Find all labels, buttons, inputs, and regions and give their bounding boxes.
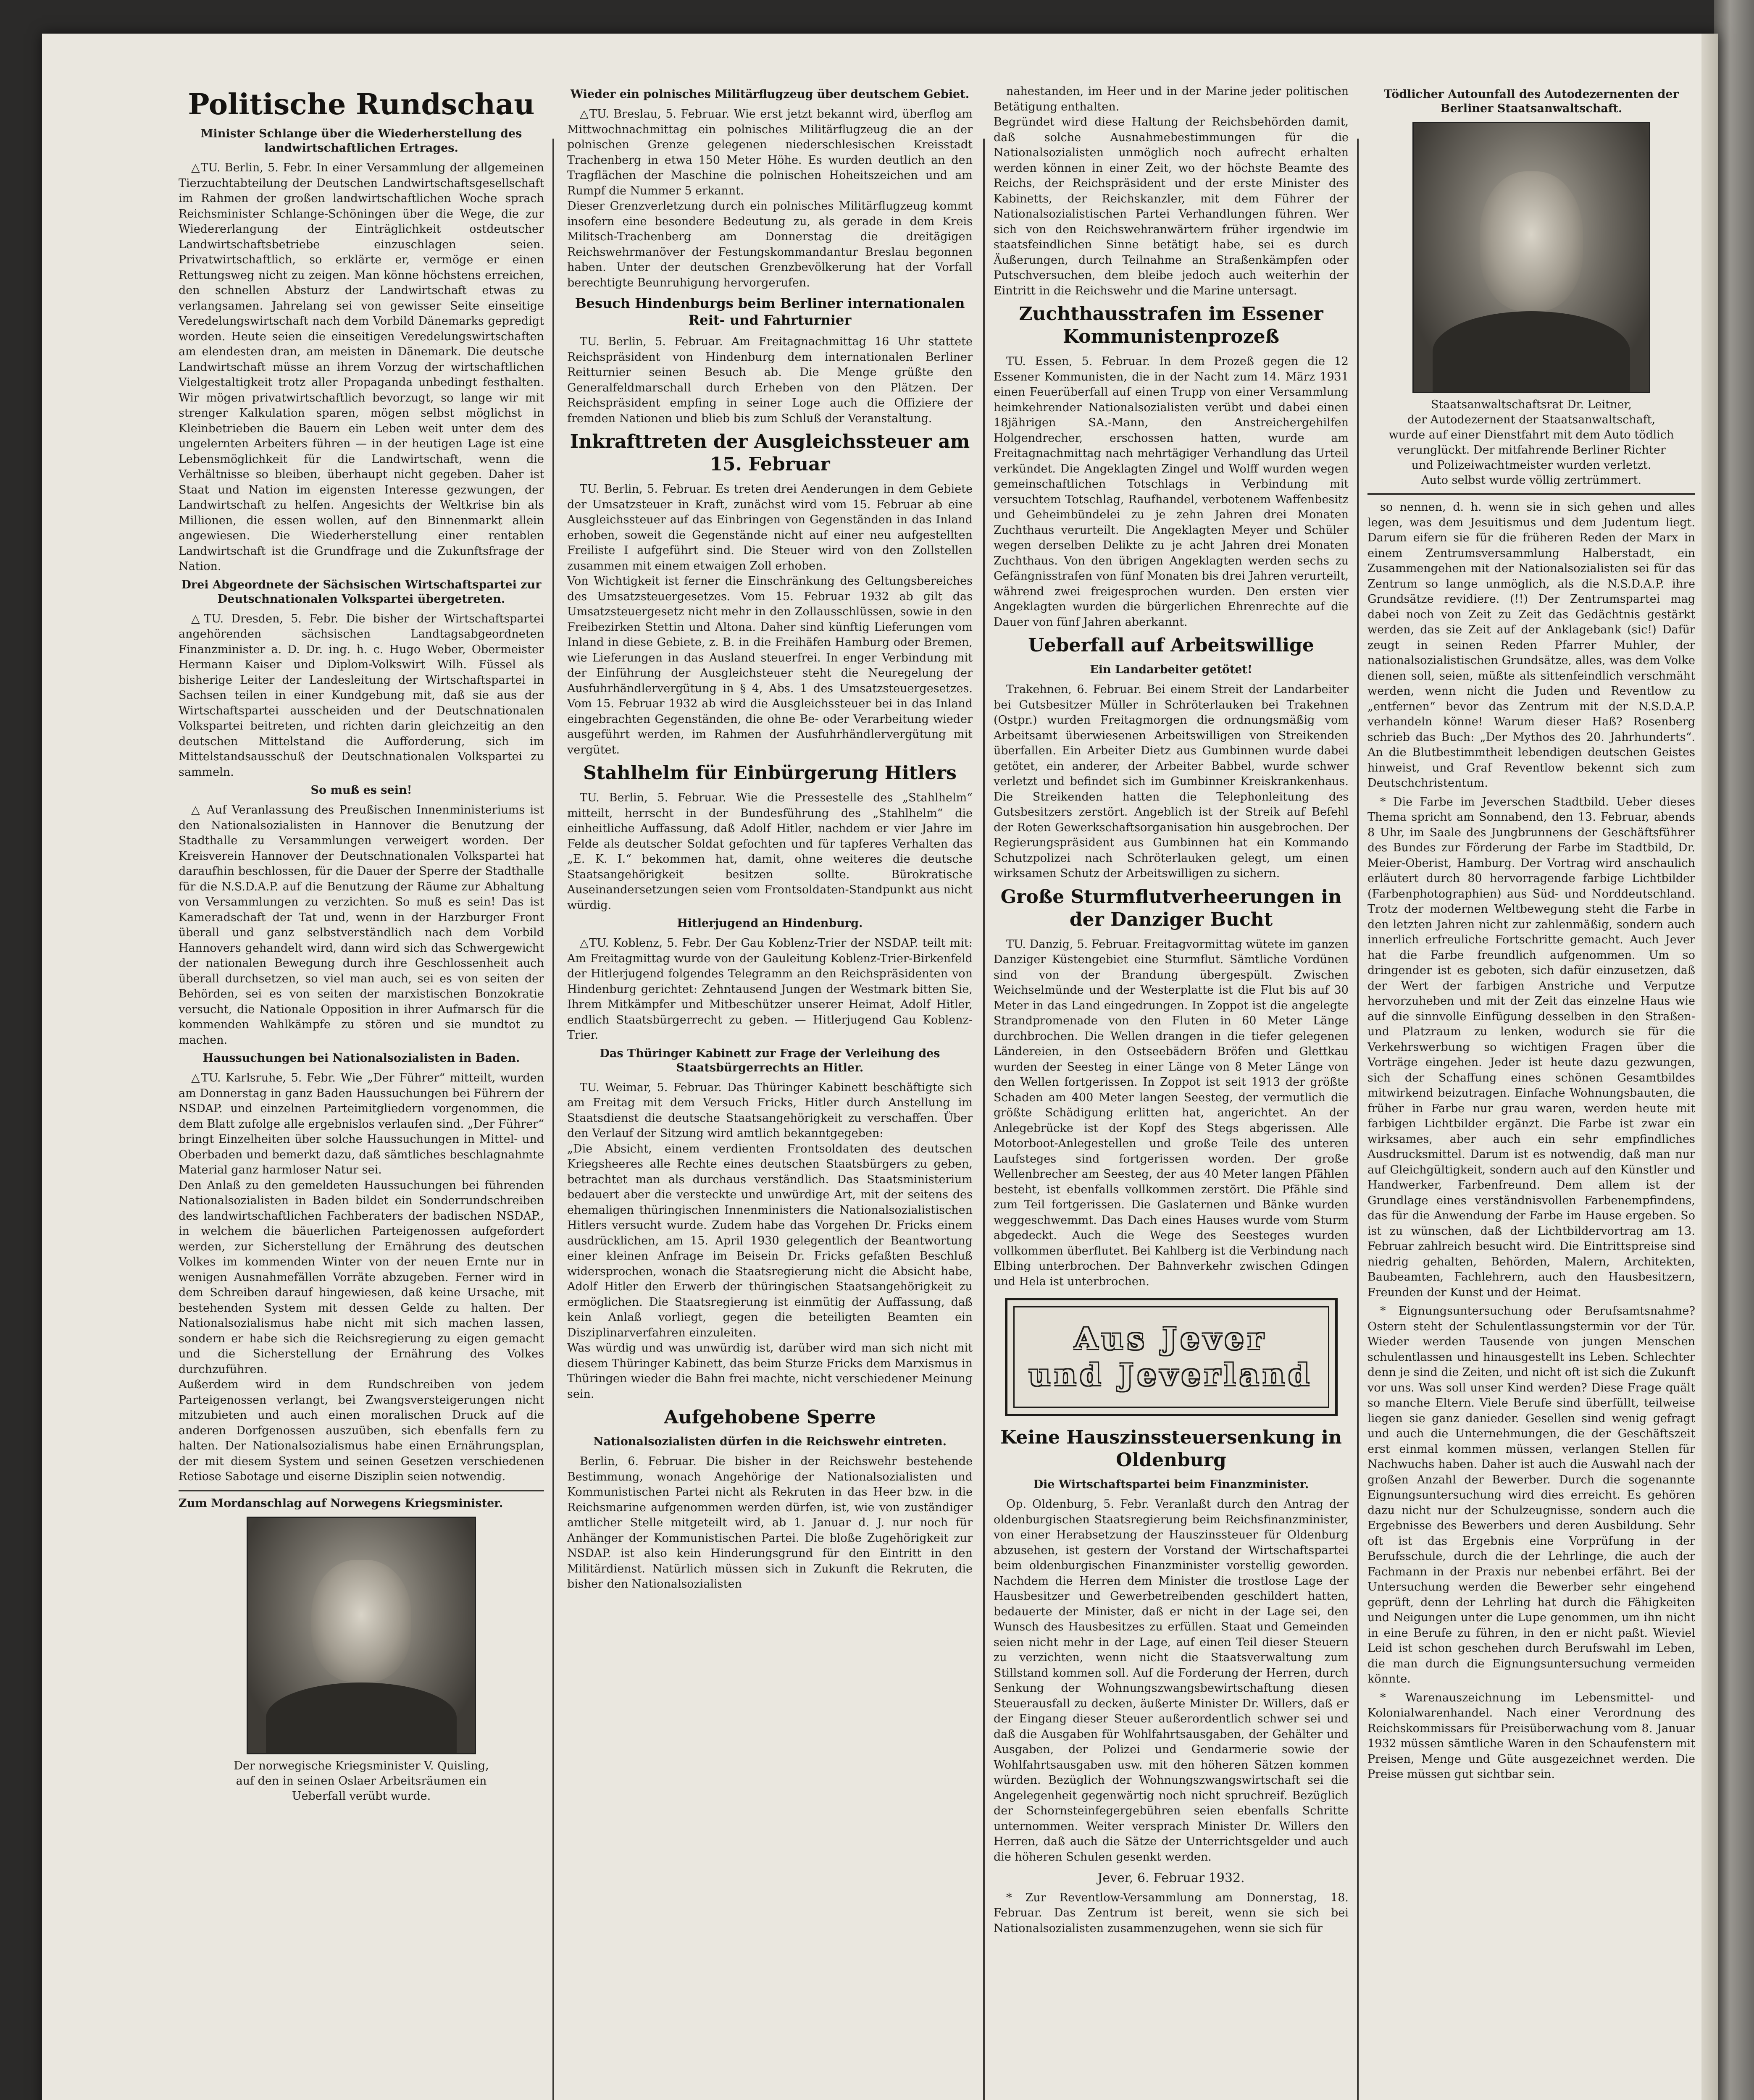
article-headline: Zum Mordanschlag auf Norwegens Kriegsminister. bbox=[179, 1496, 503, 1510]
column-3 bbox=[994, 84, 1349, 2100]
article-headline: Wieder ein polnisches Militärflugzeug über deutschem Gebiet. bbox=[570, 88, 970, 101]
photo-caption: Der norwegische Kriegsminister V. Quisling, auf den in seinen Oslaer Arbeitsräumen ein Ueberfall verübt wurde. bbox=[234, 1759, 489, 1803]
article-text: TU. Berlin, 5. Februar. Am Freitagnachmittag 16 Uhr stattete Reichspräsident von Hindenburg dem internationalen Berliner Reitturnier seinen Besuch ab. Die Menge grüßte den Generalfeldmarschall durch Erheben von den Plätzen. Der Reichspräsident empfing in seiner Loge auch die Offiziere der fremden Nationen und blieb bis zum Schluß der Veranstaltung. bbox=[567, 335, 973, 425]
article-text: nahestanden, im Heer und in der Marine jeder politischen Betätigung enthalten. Begründet wird diese Haltung der Reichsbehörden damit, daß solche Ausnahmebestimmungen für die Nationalsozialisten unmöglich noch aufrecht erhalten werden können in einer Zeit, wo der höchste Beamte des Reichs, der Reichspräsident und der erste Minister des Kabinetts, der Reichskanzler, mit dem Führer der Nationalsozialistischen Partei Verhandlungen führen. Wer sich von den Reichswehranwärtern früher irgendwie im staatsfeindlichen Sinne betätigt habe, sei es durch Äußerungen, durch Teilnahme an Straßenkämpfen oder Putschversuchen, dem bleibe jedoch auch weiterhin der Eintritt in die Reichswehr und die Marine untersagt. bbox=[994, 85, 1349, 297]
column-rule bbox=[1357, 139, 1359, 2100]
article-text: TU. Weimar, 5. Februar. Das Thüringer Kabinett beschäftigte sich am Freitag mit dem Versuch Fricks, Hitler durch Anstellung im Staatsdienst die deutsche Staatsangehörigkeit zu verschaffen. Über den Verlauf der Sitzung wird amtlich bekanntgegeben: „Die Absicht, einem verdienten Frontsoldaten des deutschen Kriegsheeres alle Rechte eines deutschen Staatsbürgers zu geben, betrachtet man als durchaus verständlich. Das Staatsministerium bedauert aber die versteckte und unwürdige Art, mit der seitens des ehemaligen thüringischen Innenministers die Nationalsozialistischen Hitlers versucht wurde. Zudem habe das Vorgehen Dr. Fricks einem ausdrücklichen, am 15. April 1930 gelegentlich der Beantwortung einer kleinen Anfrage im Beisein Dr. Fricks gefaßten Beschluß widersprochen, wonach die Staatsregierung nicht die Absicht habe, Adolf Hitler den Erwerb der thüringischen Staatsangehörigkeit zu ermöglichen. Die Staatsregierung ist einmütig der Auffassung, daß kein Anlaß vorliegt, gegen die beteiligten Beamten ein Disziplinarverfahren einzuleiten. Was würdig und was unwürdig ist, darüber wird man sich nicht mit diesem Thüringer Kabinett, das beim Sturze Fricks dem Marxismus in Thüringen wieder die Bahn frei machte, nicht verschiedener Meinung sein. bbox=[567, 1081, 973, 1401]
divider bbox=[179, 1490, 544, 1491]
article-text: △TU. Breslau, 5. Februar. Wie erst jetzt bekannt wird, überflog am Mittwochnachmittag ein polnisches Militärflugzeug die an der polnischen Grenze gelegenen niederschlesischen Kreisstadt Trachenberg in etwa 150 Meter Höhe. Es wurden deutlich an den Tragflächen der Maschine die polnischen Hoheitszeichen und am Rumpf die Nummer 5 erkannt. Dieser Grenzverletzung durch ein polnisches Militärflugzeug kommt insofern eine besondere Bedeutung zu, als gerade in dem Kreis Militsch-Trachenberg am Donnerstag die dreitägigen Reichswehrmanöver der Festungskommandantur Breslau begonnen haben. Unter der deutschen Grenzbevölkerung hat der Vorfall berechtigte Beunruhigung hervorgerufen. bbox=[567, 108, 973, 289]
article-text: △TU. Koblenz, 5. Febr. Der Gau Koblenz-Trier der NSDAP. teilt mit: Am Freitagmittag wurde von der Gauleitung Koblenz-Trier-Birkenfeld der Hitlerjugend folgendes Telegramm an den Reichspräsidenten von Hindenburg gerichtet: Zehntausend Jungen der Westmark bitten Sie, Ihrem Mitkämpfer und Mitbeschützer unserer Heimat, Adolf Hitler, endlich Staatsbürgerrecht zu geben. — Hitlerjugend Gau Koblenz-Trier. bbox=[567, 937, 973, 1042]
article-headline: Drei Abgeordnete der Sächsischen Wirtschaftspartei zur Deutschnationalen Volkspartei übergetreten. bbox=[181, 578, 542, 606]
face-shape bbox=[311, 1560, 411, 1682]
article-headline: Die Wirtschaftspartei beim Finanzminister. bbox=[1033, 1478, 1309, 1491]
article-text: * Zur Reventlow-Versammlung am Donnerstag, 18. Februar. Das Zentrum ist bereit, wenn sie sich bei Nationalsozialisten zusammenzugehen, wenn sie sich für bbox=[994, 1891, 1349, 1935]
column-4 bbox=[1367, 84, 1695, 2100]
column-2 bbox=[567, 84, 973, 2100]
book-spine bbox=[1714, 0, 1754, 2100]
article-text: △TU. Dresden, 5. Febr. Die bisher der Wirtschaftspartei angehörenden sächsischen Landtagsabgeordneten Finanzminister a. D. Dr. ing. h. c. Hugo Weber, Obermeister Hermann Kaiser und Diplom-Volkswirt Wilh. Füssel als bisherige Leiter der Landesleitung der Wirtschaftspartei in Sachsen teilen in einer Kundgebung mit, daß sie aus der Wirtschaftspartei ausscheiden und der Deutschnationalen Volkspartei beitreten, und richten darin gleichzeitig an den deutschen Mittelstand die Aufforderung, sich im Mittelstandsausschuß der Deutschnationalen Volkspartei zu sammeln. bbox=[179, 612, 544, 779]
newspaper-page bbox=[42, 34, 1718, 2100]
article-text: TU. Berlin, 5. Februar. Es treten drei Aenderungen in dem Gebiete der Umsatzsteuer in Kraft, zunächst wird vom 15. Februar ab eine Ausgleichssteuer auf das Einbringen von Gegenständen in das Inland erhoben, soweit die Gegenstände nicht auf einer neu aufgestellten Freiliste I aufgeführt sind. Die Steuer wird von den Zollstellen zusammen mit einem etwaigen Zoll erhoben. Von Wichtigkeit ist ferner die Einschränkung des Geltungsbereiches des Umsatzsteuergesetzes. Vom 15. Februar 1932 ab gilt das Umsatzsteuergesetz nicht mehr in den Zollausschlüssen, sowie in den Freibezirken Stettin und Altona. Daher sind künftig Lieferungen vom Inland in diese Gebiete, z. B. in die Freihäfen Hamburg oder Bremen, wie Lieferungen in das Ausland steuerfrei. In enger Verbindung mit der Einführung der Ausgleichsteuer steht die Neuregelung der Ausfuhrhändlervergütung in § 4, Abs. 1 des Umsatzsteuergesetzes. Vom 15. Februar 1932 ab wird die Ausgleichssteuer bei in das Inland eingebrachten Gegenständen, die ohne Be- oder Verarbeitung wieder ausgeführt werden, im Rahmen der Ausfuhrhändlervergütung mit vergütet. bbox=[567, 483, 973, 756]
column-rule bbox=[983, 139, 985, 2100]
section-title: Politische Rundschau bbox=[188, 88, 535, 121]
divider bbox=[1367, 493, 1695, 495]
article-text: so nennen, d. h. wenn sie in sich gehen und alles legen, was dem Jesuitismus und dem Judentum liegt. Darum eifern sie für die früheren Reden der Marx in einem Zentrumsversammlung Halberstadt, ein Zusammengehen mit der Nationalsozialisten sei für das Zentrum so lange unmöglich, als die N.S.D.A.P. ihre Grundsätze revidiere. (!!) Der Zentrumspartei mag dabei noch von Zeit zu Zeit das Gedächtnis gestärkt werden, das sie Zeit auf der Anklagebank (sic!) Dafür zeugt in seinen Reden Pfarrer Muhler, der nationalsozialistischen Grundsätze, alles, was dem Volke dienen soll, seien, müßte als sittenfeindlich verschmäht werden, wenn nicht die Juden und Reventlow zu „entfernen“ bevor das Zentrum mit der N.S.D.A.P. verhandeln könne! Warum dieser Haß? Rosenberg schrieb das Buch: „Der Mythos des 20. Jahrhunderts“. An die Blutbestimmtheit lebendigen deutschen Geistes hinweist, und Graf Reventlow bekennt sich zum Deutschchristentum. bbox=[1367, 501, 1695, 790]
column-1 bbox=[179, 84, 544, 2100]
article-text: △TU. Berlin, 5. Febr. In einer Versammlung der allgemeinen Tierzuchtabteilung der Deutschen Landwirtschaftsgesellschaft im Rahmen der großen landwirtschaftlichen Woche sprach Reichsminister Schlange-Schöningen über die Wege, die zur Wiedererlangung der Einträglichkeit ostdeutscher Landwirtschaftsbetriebe einzuschlagen seien. Privatwirtschaftlich, so erklärte er, vermöge er einen Rettungsweg nicht zu zeigen. Man könne höchstens erreichen, den schnellen Absturz der Landwirtschaft etwas zu verlangsamen. Jahrelang sei von gewisser Seite einseitige Veredelungswirtschaft nach dem Vorbild Dänemarks gepredigt worden. Heute seien die einseitigen Veredelungswirtschaften am elendesten dran, am meisten in Dänemark. Die deutsche Landwirtschaft müsse an ihrem Vorzug der wirtschaftlichen Vielgestaltigkeit trotz aller Propaganda unbedingt festhalten. Wir mögen privatwirtschaftlich bevorzugt, so lange wir mit strenger Kalkulation sparen, mögen selbst möglichst in Kleinbetrieben die Bauern ein Leben weit unter dem des ungelernten Arbeiters führen — in der heutigen Lage ist eine Lebensmöglichkeit für die Landwirtschaft, wenn die Verhältnisse so bleiben, überhaupt nicht gegeben. Daher ist Staat und Nation im eigensten Interesse gezwungen, der Landwirtschaft zu helfen. Angesichts der Weltkrise bin als Millionen, die essen wollen, auf den Binnenmarkt allein angewiesen. Die Wiederherstellung einer rentablen Landwirtschaft ist die Grundfrage und die Zukunftsfrage der Nation. bbox=[179, 161, 544, 573]
article-title: Inkrafttreten der Ausgleichssteuer am 15. Februar bbox=[570, 431, 970, 475]
article-text: TU. Berlin, 5. Februar. Wie die Pressestelle des „Stahlhelm“ mitteilt, herrscht in der Bundesführung des „Stahlhelm“ die einheitliche Auffassung, daß Adolf Hitler, nachdem er vier Jahre im Felde als deutscher Soldat gefochten und für tapferes Verhalten das „E. K. I.“ bekommen hat, damit, ohne weiteres die deutsche Staatsangehörigkeit besitzen sollte. Bürokratische Auseinandersetzungen seien vom Frontsoldaten-Standpunkt aus nicht würdig. bbox=[567, 791, 973, 912]
article-headline: Hitlerjugend an Hindenburg. bbox=[677, 917, 863, 930]
article-title: Ueberfall auf Arbeitswillige bbox=[1028, 635, 1314, 656]
portrait-photo bbox=[247, 1517, 476, 1754]
column-rule bbox=[552, 139, 554, 2100]
article-text: Op. Oldenburg, 5. Febr. Veranlaßt durch den Antrag der oldenburgischen Staatsregierung beim Reichsfinanzminister, von einer Herabsetzung der Hauszinssteuer für Oldenburg abzusehen, ist gestern der Vorstand der Wirtschaftspartei beim oldenburgischen Finanzminister vorstellig geworden. Nachdem die Herren dem Minister die trostlose Lage der Hausbesitzer und Gewerbetreibenden geschildert hatten, bedauerte der Minister, daß er nicht in der Lage sei, den Wunsch des Hausbesitzes zu erfüllen. Staat und Gemeinden seien nicht mehr in der Lage, auf einen Teil dieser Steuern zu verzichten, wenn nicht die Staatsverwaltung zum Stillstand kommen soll. Auf die Forderung der Herren, durch Senkung der Wohnungszwangsbewirtschaftung diesen Steuerausfall zu decken, äußerte Minister Dr. Willers, daß er der Eingang dieser Steuer außerordentlich schwer sei und daß die Ausgaben für Wohlfahrtsausgaben, der Gehälter und Ausgaben, der Polizei und Gendarmerie sowie der Wohlfahrtsausgaben usw. mit den höheren Sätzen kommen würden. Bezüglich der Wohnungszwangswirtschaft sei die Angelegenheit gegenwärtig noch nicht spruchreif. Bezüglich der Schornsteinfegergebühren seien ebenfalls Schritte unternommen. Weiter versprach Minister Dr. Willers den Herren, daß auch die Sätze der Unterrichtsgelder und auch die höheren Schulen gesenkt werden. bbox=[994, 1498, 1349, 1864]
banner-frame bbox=[1013, 1306, 1329, 1408]
article-text: TU. Essen, 5. Februar. In dem Prozeß gegen die 12 Essener Kommunisten, die in der Nacht zum 14. März 1931 einen Feuerüberfall auf einen Trupp von einer Versammlung heimkehrender Nationalsozialisten verübt und dabei einen 18jährigen SA.-Mann, den Anstreichergehilfen Holgendrecher, erschossen hatten, wurde am Freitagnachmittag nach mehrtägiger Verhandlung das Urteil verkündet. Die Angeklagten Zingel und Wolff wurden wegen gemeinschaftlichen Totschlags in Verbindung mit versuchtem Totschlag, Raufhandel, verbotenem Waffenbesitz und Geheimbündelei zu je zehn Jahren drei Monaten Zuchthaus verurteilt. Die Angeklagten Meyer und Schüler wegen derselben Delikte zu je acht Jahren drei Monaten Zuchthaus. Von den übrigen Angeklagten werden sechs zu Gefängnisstrafen von fünf Monaten bis drei Jahren verurteilt, während zwei freigesprochen wurden. Den ersten vier Angeklagten wurden die bürgerlichen Ehrenrechte auf die Dauer von fünf Jahren aberkannt. bbox=[994, 355, 1349, 629]
page-edge bbox=[1701, 34, 1718, 2100]
dateline: Jever, 6. Februar 1932. bbox=[1097, 1871, 1245, 1885]
article-headline: Ein Landarbeiter getötet! bbox=[1090, 663, 1252, 676]
article-text: TU. Danzig, 5. Februar. Freitagvormittag wütete im ganzen Danziger Küstengebiet eine Sturmflut. Sämtliche Vordünen sind von der Brandung übergespült. Zwischen Weichselmünde und der Westerplatte ist die Flut bis auf 30 Meter in das Land eingedrungen. In Zoppot ist die angelegte Strandpromenade von den Fluten in 60 Meter Länge durchbrochen. Die Wellen drangen in die tiefer gelegenen Ländereien, in den Ostseebädern Bröfen und Glettkau wurden der Seesteg in einer Länge von 8 Meter Länge von den Wellen fortgerissen. In Zoppot ist seit 1913 der größte Schaden am 400 Meter langen Seesteg, der vermutlich die größte Schädigung erlitten hat, angerichtet. An der Anlegebrücke ist der Kopf des Stegs abgerissen. Alle Motorboot-Anlegestellen und große Teile des unteren Laufsteges sind fortgerissen worden. Der große Wellenbrecher am Seesteg, der aus 40 Meter langen Pfählen besteht, ist ebenfalls vollkommen zerstört. Die Pfähle sind zum Teil fortgerissen. Die Gaslaternen und Bänke wurden weggeschwemmt. Das Dach eines Hauses wurde vom Sturm abgedeckt. Auch die Wege des Seesteges wurden vollkommen überflutet. Bei Kahlberg ist die Verbindung nach Elbing unterbrochen. Der Bahnverkehr zwischen Gdingen und Hela ist unterbrochen. bbox=[994, 937, 1349, 1288]
article-text: * Die Farbe im Jeverschen Stadtbild. Ueber dieses Thema spricht am Sonnabend, den 13. Februar, abends 8 Uhr, im Saale des Jungbrunnens der Geschäftsführer des Bundes zur Förderung der Farbe im Stadtbild, Dr. Meier-Oberist, Hamburg. Der Vortrag wird anschaulich erläutert durch 80 hervorragende farbige Lichtbilder (Farbenphotographien) aus Süd- und Norddeutschland. Trotz der modernen Weltbewegung steht die Farbe in den letzten Jahren nicht zur zahlenmäßig, sondern auch innerlich erfreuliche Fortschritte gemacht. Auch Jever hat die Farbe freundlich aufgenommen. Um so dringender ist es geboten, sich dafür einzusetzen, daß der Wert der farbigen Anstriche und Verputze hervorzuheben und mit der Zeit das einzelne Haus wie auf die sinnvolle Einfügung desselben in den Straßen- und Platzraum zu lenken, wodurch sie für die Verkehrswerbung so wichtigen Fragen über die Vorträge eingehen. Jeder ist heute dazu gezwungen, sich der Schaffung eines schönen Gesamtbildes mitwirkend beizutragen. Einfache Wohnungsbauten, die früher in Farbe nur grau waren, werden heute mit farbigen Lichtbilder ergänzt. Die Farbe ist zwar ein wirksames, aber auch ein sehr empfindliches Ausdrucksmittel. Darum ist es notwendig, daß man nur auf Gleichgültigkeit, sondern auch auf den Künstler und Handwerker, Farbenfreund. Dem allem ist der Grundlage eines verständnisvollen Farbenempfindens, das für die Anwendung der Farbe im Hause ergeben. So ist zu wünschen, daß der Lichtbildervortrag am 13. Februar zahlreich besucht wird. Die Eintrittspreise sind niedrig gehalten, Behörden, Malern, Architekten, Baubeamten, Fachlehrern, auch den Hausbesitzern, Freunden der Kunst und der Heimat. bbox=[1367, 795, 1695, 1299]
article-title: Große Sturmflutverheerungen in der Danziger Bucht bbox=[1000, 886, 1342, 930]
article-title: Aufgehobene Sperre bbox=[664, 1407, 876, 1428]
article-text: △TU. Karlsruhe, 5. Febr. Wie „Der Führer“ mitteilt, wurden am Donnerstag in ganz Baden Haussuchungen bei Führern der NSDAP. und einzelnen Parteimitgliedern vorgenommen, die dem Blatt zufolge alle ergebnislos verlaufen sind. „Der Führer“ bringt Einzelheiten über solche Haussuchungen in Mittel- und Oberbaden und bemerkt dazu, daß sämtliches beschlagnahmte Material ganz harmloser Natur sei. Den Anlaß zu den gemeldeten Haussuchungen bei führenden Nationalsozialisten in Baden bildet ein Sonderrundschreiben des landwirtschaftlichen Fachberaters der badischen NSDAP., in welchem die bäuerlichen Parteigenossen aufgefordert werden, zur Sicherstellung der Ernährung des deutschen Volkes im kommenden Winter von der neuen Ernte nur in wenigen Ausnahmefällen Vorräte abzugeben. Ferner wird in dem Schreiben darauf hingewiesen, daß keine Ursache, mit bestehenden System mit dessen Gelde zu halten. Der Nationalsozialismus habe nicht mit sich machen lassen, sondern er habe sich die Reichsregierung zu eigen gemacht und die Sicherstellung der Ernährung des Volkes durchzuführen. Außerdem wird in dem Rundschreiben von jedem Parteigenossen verlangt, bei Zwangsversteigerungen nicht mitzubieten und auch einen moralischen Druck auf die anderen Dorfgenossen auszuüben, sich ebenfalls fern zu halten. Der Nationalsozialismus habe einen Ernährungsplan, der mit diesem System und seinen Gesetzen verschiedenen Retiose Sabotage und eiserne Disziplin seien notwendig. bbox=[179, 1071, 544, 1483]
photo-caption: Staatsanwaltschaftsrat Dr. Leitner, der Autodezernent der Staatsanwaltschaft, wurde auf einer Dienstfahrt mit dem Auto tödlich verunglückt. Der mitfahrende Berliner Richter und Polizeiwachtmeister wurden verletzt. Auto selbst wurde völlig zertrümmert. bbox=[1388, 398, 1674, 487]
article-title: Keine Hauszinssteuersenkung in Oldenburg bbox=[1000, 1427, 1342, 1471]
face-shape bbox=[1480, 171, 1583, 311]
article-headline: Haussuchungen bei Nationalsozialisten in Baden. bbox=[202, 1052, 520, 1065]
article-headline: So muß es sein! bbox=[310, 784, 412, 797]
portrait-photo bbox=[1412, 122, 1650, 393]
article-text: * Eignungsuntersuchung oder Berufsamtsnahme? Ostern steht der Schulentlassungstermin vor der Tür. Wieder werden Tausende von jungen Menschen schulentlassen und hinausgestellt ins Leben. Schlechter denn je sind die Zeiten, und nicht oft ist sich die Zukunft vor uns. Was soll unser Kind werden? Diese Frage quält so manche Eltern. Viele Berufe sind überfüllt, teilweise liegen sie ganz danieder. Gesellen sind wenig gefragt und auch die Unternehmungen, die der Geschäftszeit erst einmal kommen müssen, verlangen Stellen für Nachwuchs haben. Daher ist auch die Auswahl nach der großen Anzahl der Bewerber. Durch die sogenannte Eignungsuntersuchung wird dies erreicht. Es gehören dazu nicht nur der Schulzeugnisse, sondern auch die Ergebnisse des Bewerbers und deren Ausbildung. Sehr oft ist das Ergebnis eine Vorprüfung in der Berufsschule, durch die der Lehrlinge, die auch der Fachmann in der Praxis nur nebenbei erfährt. Bei der Untersuchung werden die Bewerber sehr eingehend geprüft, denn der Lehrling hat durch die Fähigkeiten und Neigungen unter die Lupe genommen, um ihn nicht in eine Berufe zu führen, in den er nicht paßt. Wieviel Leid ist schon geschehen durch Berufswahl im Leben, die man durch die Eignungsuntersuchung vermeiden könnte. bbox=[1367, 1305, 1695, 1685]
article-text: Berlin, 6. Februar. Die bisher in der Reichswehr bestehende Bestimmung, wonach Angehörige der Nationalsozialisten und Kommunistischen Partei nicht als Rekruten in das Heer bzw. in die Reichsmarine aufgenommen werden dürfen, ist, wie von zuständiger amtlicher Stelle mitgeteilt wird, ab 1. Januar d. J. nur noch für Anhänger der Kommunistischen Partei. Die bloße Zugehörigkeit zur NSDAP. ist also kein Hinderungsgrund für den Eintritt in den Militärdienst. Natürlich müssen sich in Zukunft die Rekruten, die bisher den Nationalsozialisten bbox=[567, 1455, 973, 1591]
article-title: Stahlhelm für Einbürgerung Hitlers bbox=[583, 762, 957, 784]
article-text: Trakehnen, 6. Februar. Bei einem Streit der Landarbeiter bei Gutsbesitzer Müller in Schröterlauken bei Trakehnen (Ostpr.) wurden Freitagmorgen die ordnungsmäßig vom Arbeitsamt überwiesenen Arbeitswilligen von Streikenden überfallen. Ein Arbeiter Dietz aus Gumbinnen wurde dabei getötet, ein anderer, der Arbeiter Babbel, wurde schwer verletzt und befindet sich im Gumbinner Kreiskrankenhaus. Die Streikenden hatten die Telephonleitung des Gutsbesitzers zerstört. Angeblich ist der Streik auf Befehl der Roten Gewerkschaftsorganisation hin ausgebrochen. Der Regierungspräsident aus Gumbinnen hat ein Kommando Schutzpolizei nach Schröterlauken gelegt, um einen wirksamen Schutz der Arbeitswilligen zu sichern. bbox=[994, 683, 1349, 880]
banner-line-1: Aus Jever bbox=[1075, 1321, 1268, 1356]
shoulders-shape bbox=[1433, 311, 1630, 392]
shoulders-shape bbox=[266, 1683, 457, 1753]
banner-line-2: und Jeverland bbox=[1029, 1357, 1313, 1392]
article-headline: Nationalsozialisten dürfen in die Reichswehr eintreten. bbox=[593, 1435, 947, 1448]
article-headline: Das Thüringer Kabinett zur Frage der Verleihung des Staatsbürgerrechts an Hitler. bbox=[600, 1047, 940, 1074]
article-title: Zuchthausstrafen im Essener Kommunistenprozeß bbox=[1019, 303, 1323, 347]
article-title: Besuch Hindenburgs beim Berliner internationalen Reit- und Fahrturnier bbox=[575, 295, 965, 328]
article-headline: Minister Schlange über die Wiederherstellung des landwirtschaftlichen Ertrages. bbox=[200, 127, 522, 155]
photo-headline: Tödlicher Autounfall des Autodezernenten der Berliner Staatsanwaltschaft. bbox=[1384, 88, 1679, 115]
article-text: * Warenauszeichnung im Lebensmittel- und Kolonialwarenhandel. Nach einer Verordnung des Reichskommissars für Preisüberwachung vom 8. Januar 1932 müssen sämtliche Waren in den Schaufenstern mit Preisen, Menge und Güte ausgezeichnet werden. Die Preise müssen gut sichtbar sein. bbox=[1367, 1691, 1695, 1781]
local-section-banner bbox=[1005, 1298, 1338, 1416]
article-text: △ Auf Veranlassung des Preußischen Innenministeriums ist den Nationalsozialisten in Hannover die Benutzung der Stadthalle zu Versammlungen verweigert worden. Der Kreisverein Hannover der Deutschnationalen Volkspartei hat daraufhin beschlossen, für die Dauer der Sperre der Stadthalle für die N.S.D.A.P. auf die Benutzung der Räume zur Abhaltung von Versammlungen zu verzichten. So muß es sein! Das ist Kameradschaft der Tat und, wenn in der Harzburger Front überall und ganz selbstverständlich nach dem Vorbild Hannovers gehandelt wird, dann wird sich das Schwergewicht der nationalen Bewegung durch ihre Geschlossenheit auch überall durchsetzen, so viel man auch, sei es von seiten der Behörden, sei es von seiten der marxistischen Bonzokratie versucht, die Nationale Opposition in ihrer Aufmarsch für die kommenden Wahlkämpfe zu stören und sie mundtot zu machen. bbox=[179, 803, 544, 1047]
